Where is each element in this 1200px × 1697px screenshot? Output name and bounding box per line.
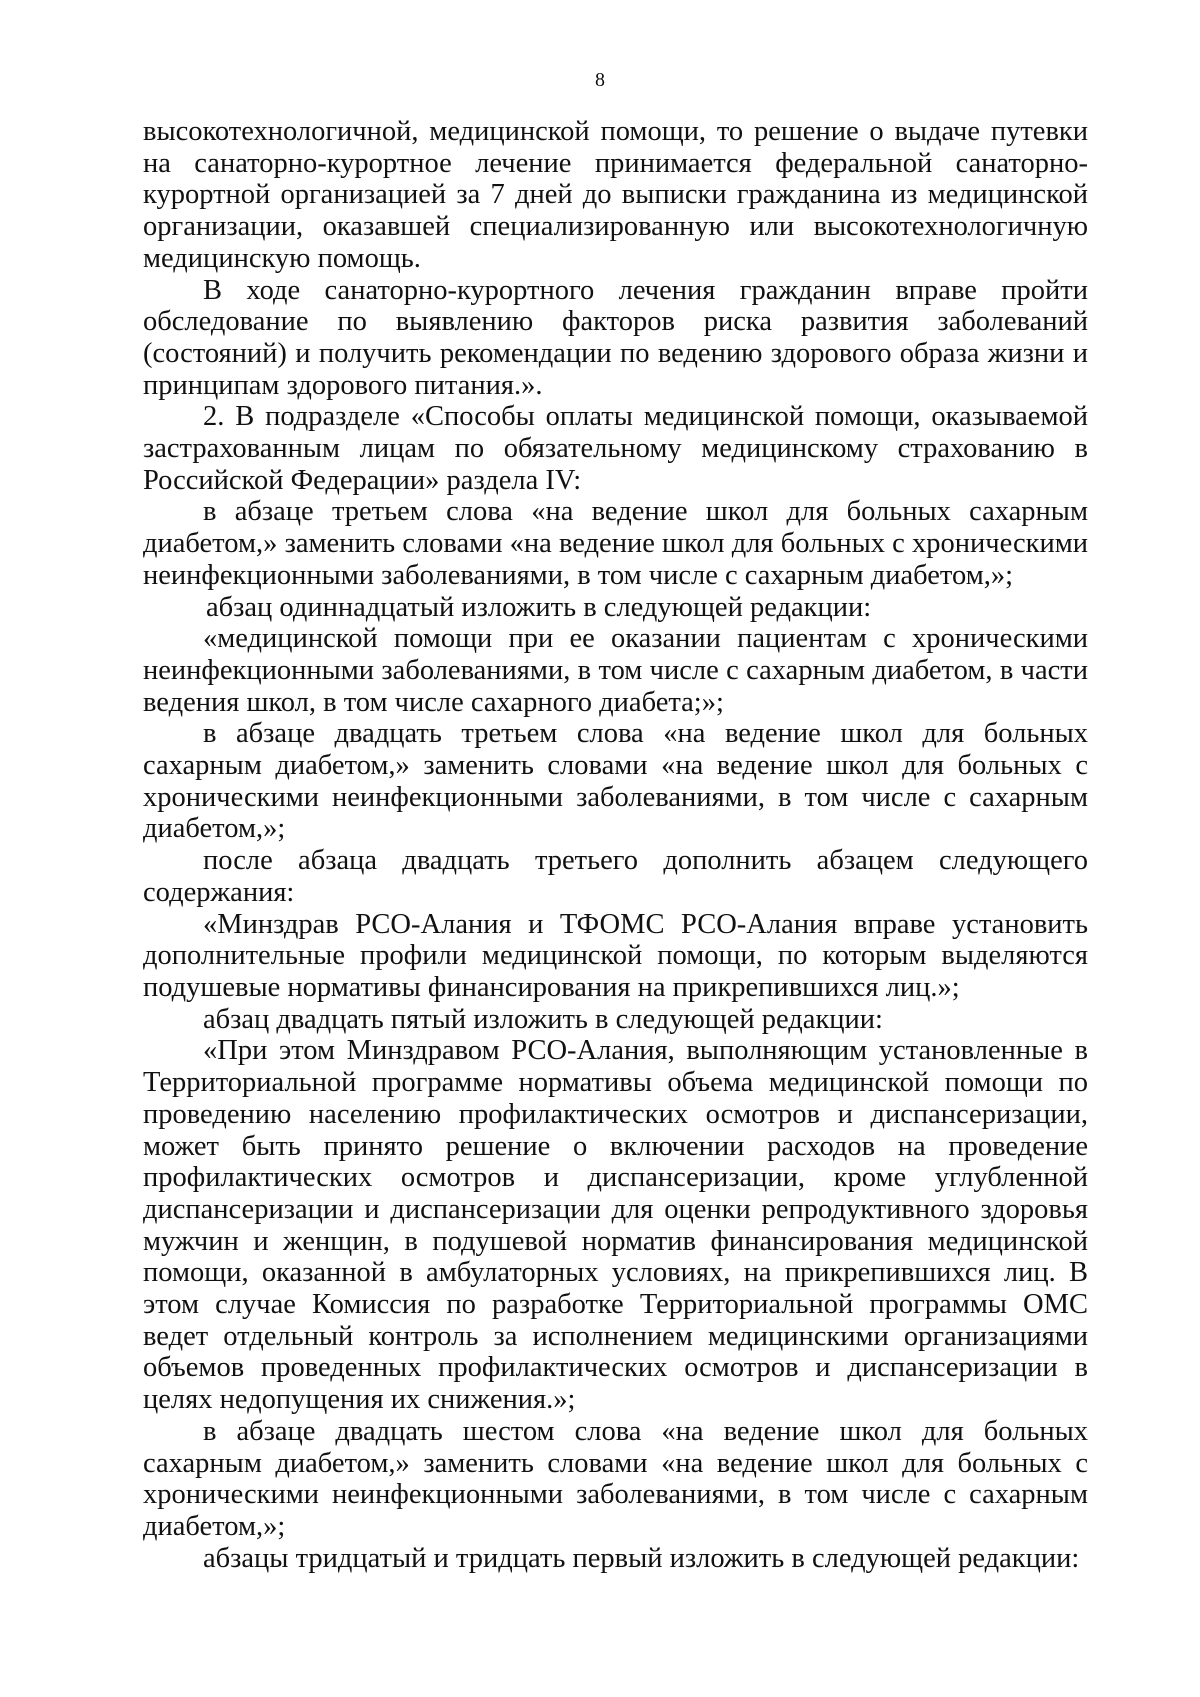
paragraph-eleventh-text: «медицинской помощи при ее оказании пациентам с хроническими неинфекционными заболеваниями, в том числе с сахарным диабетом, в части ведения школ, в том числе сахарного диабета;»; — [143, 623, 1088, 718]
paragraph-amendment-twenty-fifth: абзац двадцать пятый изложить в следующей редакции: — [203, 1003, 883, 1035]
paragraph-treatment-examination: В ходе санаторно-курортного лечения гражданин вправе пройти обследование по выявлению факторов риска развития заболеваний (состояний) и получить рекомендации по ведению здорового образа жизни и принципам здорового питания.». — [143, 274, 1088, 401]
paragraph-amendment-twenty-third: в абзаце двадцать третьем слова «на ведение школ для больных сахарным диабетом,» заменить словами «на ведение школ для больных с хроническими неинфекционными заболеваниями, в том числе с сахарным диабетом,»; — [143, 718, 1088, 845]
paragraph-inserted-text: «Минздрав РСО-Алания и ТФОМС РСО-Алания вправе установить дополнительные профили медицинской помощи, по которым выделяются подушевые нормативы финансирования на прикрепившихся лиц.»; — [143, 908, 1088, 1003]
paragraph-amendment-eleventh: абзац одиннадцатый изложить в следующей редакции: — [206, 591, 872, 623]
paragraph-amendment-third: в абзаце третьем слова «на ведение школ для больных сахарным диабетом,» заменить словами «на ведение школ для больных с хроническими неинфекционными заболеваниями, в том числе с сахарным диабетом,»; — [143, 496, 1088, 591]
paragraph-twenty-fifth-text: «При этом Минздравом РСО-Алания, выполняющим установленные в Территориальной программе нормативы объема медицинской помощи по проведению населению профилактических осмотров и диспансеризации, может быть принято решение о включении расходов на проведение профилактических осмотров и диспансеризации, кроме углубленной диспансеризации и диспансеризации для оценки репродуктивного здоровья мужчин и женщин, в подушевой норматив финансирования медицинской помощи, оказанной в амбулаторных условиях, на прикрепившихся лиц. В этом случае Комиссия по разработке Территориальной программы ОМС ведет отдельный контроль за исполнением медицинскими организациями объемов проведенных профилактических осмотров и диспансеризации в целях недопущения их снижения.»; — [143, 1035, 1088, 1416]
paragraph-item-2: 2. В подразделе «Способы оплаты медицинской помощи, оказываемой застрахованным лицам по обязательному медицинскому страхованию в Российской Федерации» раздела IV: — [143, 401, 1088, 496]
document-body — [143, 116, 1088, 1574]
paragraph-amendment-twenty-sixth: в абзаце двадцать шестом слова «на ведение школ для больных сахарным диабетом,» заменить словами «на ведение школ для больных с хроническими неинфекционными заболеваниями, в том числе с сахарным диабетом,»; — [143, 1415, 1088, 1542]
paragraph-continuation: высокотехнологичной, медицинской помощи, то решение о выдаче путевки на санаторно-курортное лечение принимается федеральной санаторно-курортной организацией за 7 дней до выписки гражданина из медицинской организации, оказавшей специализированную или высокотехнологичную медицинскую помощь. — [143, 116, 1088, 274]
paragraph-insert-after-twenty-third: после абзаца двадцать третьего дополнить абзацем следующего содержания: — [143, 845, 1088, 908]
paragraph-amendment-thirtieth: абзацы тридцатый и тридцать первый изложить в следующей редакции: — [203, 1542, 1080, 1574]
page-number: 8 — [595, 69, 605, 91]
